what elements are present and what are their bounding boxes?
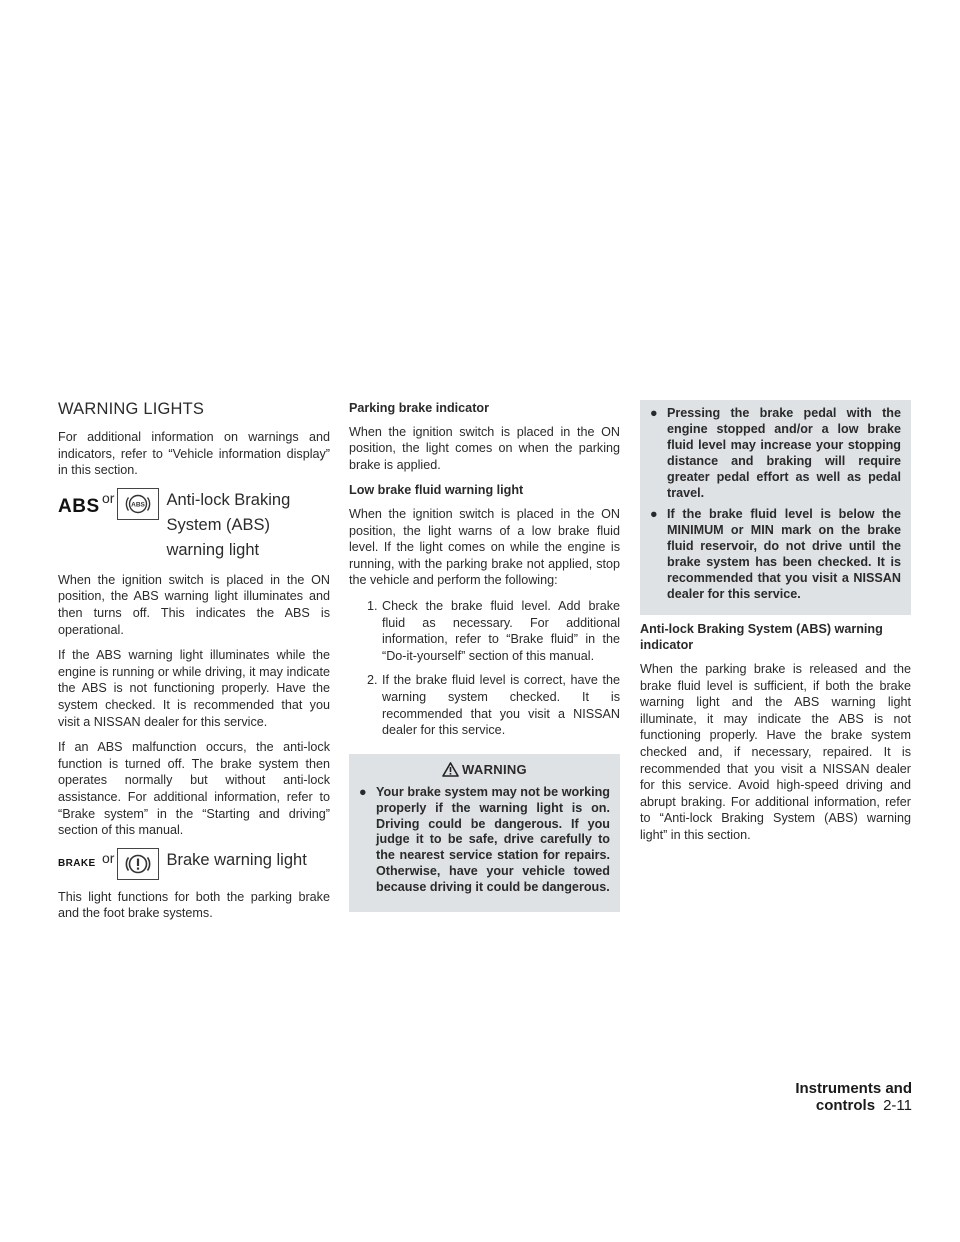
warning-item [359,785,610,896]
step-text: If the brake fluid level is correct, have the warning system checked. It is recommended that you visit a NISSAN dealer for this service. [382,673,620,738]
intro-paragraph: For additional information on warnings and indicators, refer to “Vehicle information display” in this section. [58,430,330,478]
abs-indicator-paragraph: When the parking brake is released and the brake fluid level is sufficient, if both the brake warning light and the ABS warning light illuminate, it may indicate the ABS is not functioning properly. Have the brake system checked and, if necessary, repaired. It is recommended that you visit a NISSAN dealer for this service. Avoid high-speed driving and abrupt braking. For additional information, refer to “Anti-lock Braking System (ABS) warning light” in this section. [640,662,911,842]
abs-label-line1: Anti-lock Braking [166,490,291,509]
abs-label-line2: System (ABS) [166,515,271,534]
warning-item-text: If the brake fluid level is below the MINIMUM or MIN mark on the brake fluid reservoir, do not drive until the brake system has been checked. It is recommended that you visit a NISSAN dealer for this service. [667,507,901,601]
abs-warning-light-row [58,488,330,563]
abs-circle-text: ABS [131,501,146,509]
warning-box-continued [640,400,911,615]
abs-paragraph-2: If the ABS warning light illuminates while the engine is running or while driving, it may indicate the ABS is not functioning properly. Have the system checked. It is recommended that you visit a NISSAN dealer for this service. [58,648,330,729]
abs-circle-icon [117,488,159,520]
warning-item-text: Pressing the brake pedal with the engine stopped and/or a low brake fluid level may increase your stopping distance and braking will require greater pedal effort as well as pedal travel. [667,406,901,500]
warning-item-text: Your brake system may not be working properly if the warning light is on. Driving could be dangerous. If you judge it to be safe, drive carefully to the nearest service station for repairs. Otherwise, have your vehicle towed because driving it could be dangerous. [376,784,610,895]
warning-box [349,754,620,912]
page-footer [720,1080,912,1114]
warning-heading [359,762,610,777]
abs-text-icon: ABS [58,495,100,517]
abs-light-label [166,488,290,563]
bullet-icon: ● [650,507,658,522]
abs-paragraph-3: If an ABS malfunction occurs, the anti-lock function is turned off. The brake system then operates normally but without anti-lock assistance. For additional information, refer to “Brake system” in the “Starting and driving” section of this manual. [58,740,330,838]
abs-paragraph-1: When the ignition switch is placed in the ON position, the ABS warning light illuminates and then turns off. This indicates the ABS is operational. [58,572,330,637]
or-text: or [102,849,115,866]
page-number: 2-11 [883,1097,912,1114]
step-number: 2. [367,673,378,688]
step-text: Check the brake fluid level. Add brake fluid as necessary. For additional information, refer to “Brake fluid” in the “Do-it-yourself” section of this manual. [382,598,620,663]
bullet-icon: ● [650,406,658,420]
abs-indicator-heading: Anti-lock Braking System (ABS) warning indicator [640,621,883,653]
brake-paragraph: This light functions for both the parking brake and the foot brake systems. [58,889,330,921]
brake-circle-exclamation-icon [117,848,159,880]
steps-list [349,598,620,739]
list-item [349,598,620,664]
parking-brake-heading: Parking brake indicator [349,401,489,415]
section-title: WARNING LIGHTS [58,400,205,418]
column-right [640,400,911,853]
warning-item [650,406,901,501]
brake-warning-light-row [58,848,330,880]
warning-item [650,507,901,602]
step-number: 1. [367,598,378,613]
warning-title: WARNING [462,761,527,777]
column-middle [349,400,620,912]
list-item [349,672,620,738]
low-fluid-heading: Low brake fluid warning light [349,483,524,498]
abs-label-line3: warning light [166,540,260,559]
or-text: or [102,489,115,506]
column-left [58,400,330,931]
footer-section-name: Instruments and controls [795,1080,912,1114]
warning-triangle-icon [442,762,459,777]
low-fluid-paragraph: When the ignition switch is placed in the ON position, the light warns of a low brake fluid level. If the light comes on while the engine is running, with the parking brake not applied, stop the vehicle and perform the following: [349,506,620,588]
bullet-icon: ● [359,784,367,799]
brake-light-label: Brake warning light [166,850,307,869]
brake-text-icon: BRAKE [58,857,96,869]
parking-brake-paragraph: When the ignition switch is placed in the ON position, the light comes on when the parking brake is applied. [349,424,620,472]
